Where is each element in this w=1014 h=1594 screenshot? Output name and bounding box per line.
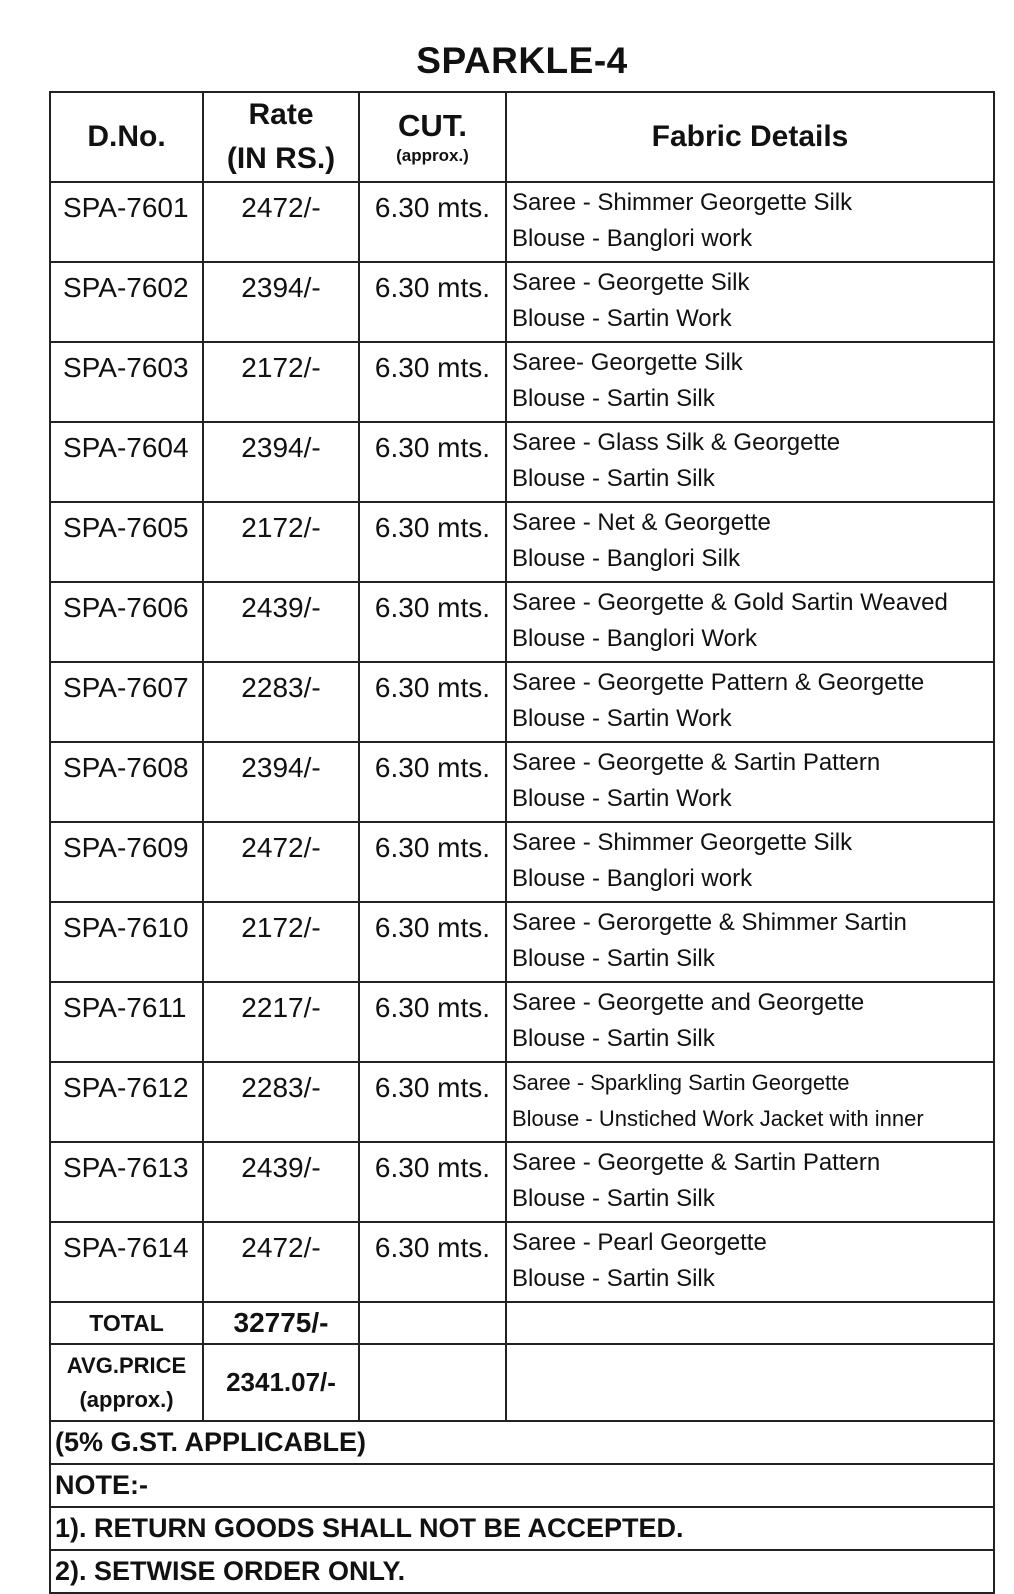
saree-detail: Saree - Pearl Georgette [512, 1229, 767, 1256]
design-number: SPA-7601 [50, 182, 203, 262]
fabric-details [506, 902, 994, 982]
rate-value: 2394/- [203, 742, 359, 822]
table-row [50, 1142, 994, 1222]
rate-value: 2283/- [203, 1062, 359, 1142]
rate-value: 2172/- [203, 502, 359, 582]
cut-length: 6.30 mts. [359, 1062, 506, 1142]
cut-length: 6.30 mts. [359, 982, 506, 1062]
header-cut [359, 92, 506, 182]
blouse-detail: Blouse - Sartin Silk [512, 1185, 715, 1212]
cut-length: 6.30 mts. [359, 902, 506, 982]
design-number: SPA-7602 [50, 262, 203, 342]
blouse-detail: Blouse - Sartin Work [512, 785, 732, 812]
saree-detail: Saree - Sparkling Sartin Georgette [512, 1070, 850, 1095]
avg-empty-cut [359, 1344, 506, 1421]
total-empty-cut [359, 1302, 506, 1344]
table-row [50, 822, 994, 902]
avg-price-label-line2: (approx.) [79, 1386, 174, 1412]
table-row [50, 582, 994, 662]
design-number: SPA-7603 [50, 342, 203, 422]
cut-length: 6.30 mts. [359, 342, 506, 422]
cut-length: 6.30 mts. [359, 662, 506, 742]
table-row [50, 1062, 994, 1142]
table-row [50, 502, 994, 582]
blouse-detail: Blouse - Banglori work [512, 865, 753, 892]
header-row [50, 92, 994, 182]
design-number: SPA-7606 [50, 582, 203, 662]
cut-length: 6.30 mts. [359, 1142, 506, 1222]
total-value: 32775/- [203, 1302, 359, 1344]
total-label: TOTAL [50, 1302, 203, 1344]
saree-detail: Saree - Georgette Silk [512, 269, 750, 296]
rate-value: 2217/- [203, 982, 359, 1062]
avg-price-row [50, 1344, 994, 1421]
note-row [50, 1421, 994, 1464]
fabric-details [506, 662, 994, 742]
note-row [50, 1550, 994, 1593]
fabric-details [506, 502, 994, 582]
header-cut-line2: (approx.) [396, 146, 469, 165]
blouse-detail: Blouse - Sartin Silk [512, 1265, 715, 1292]
fabric-details [506, 342, 994, 422]
blouse-detail: Blouse - Sartin Silk [512, 385, 715, 412]
saree-detail: Saree - Georgette & Sartin Pattern [512, 1149, 881, 1176]
fabric-details [506, 982, 994, 1062]
fabric-details [506, 582, 994, 662]
cut-length: 6.30 mts. [359, 502, 506, 582]
rate-value: 2439/- [203, 1142, 359, 1222]
note-return-policy: 1). RETURN GOODS SHALL NOT BE ACCEPTED. [50, 1507, 994, 1550]
table-row [50, 662, 994, 742]
saree-detail: Saree - Georgette and Georgette [512, 989, 865, 1016]
rate-value: 2394/- [203, 262, 359, 342]
fabric-details [506, 422, 994, 502]
header-rate [203, 92, 359, 182]
saree-detail: Saree - Georgette & Gold Sartin Weaved [512, 589, 948, 616]
design-number: SPA-7605 [50, 502, 203, 582]
rate-value: 2172/- [203, 342, 359, 422]
total-empty-fabric [506, 1302, 994, 1344]
page-title: SPARKLE-4 [416, 40, 628, 81]
rate-value: 2472/- [203, 1222, 359, 1302]
design-number: SPA-7607 [50, 662, 203, 742]
rate-value: 2283/- [203, 662, 359, 742]
cut-length: 6.30 mts. [359, 1222, 506, 1302]
saree-detail: Saree - Gerorgette & Shimmer Sartin [512, 909, 907, 936]
cut-length: 6.30 mts. [359, 262, 506, 342]
saree-detail: Saree - Shimmer Georgette Silk [512, 189, 853, 216]
fabric-details [506, 1062, 994, 1142]
gst-note: (5% G.ST. APPLICABLE) [50, 1421, 994, 1464]
blouse-detail: Blouse - Banglori work [512, 225, 753, 252]
blouse-detail: Blouse - Banglori Silk [512, 545, 741, 572]
blouse-detail: Blouse - Sartin Silk [512, 1025, 715, 1052]
note-row [50, 1464, 994, 1507]
fabric-details [506, 262, 994, 342]
fabric-details [506, 182, 994, 262]
design-number: SPA-7610 [50, 902, 203, 982]
table-row [50, 262, 994, 342]
saree-detail: Saree - Net & Georgette [512, 509, 771, 536]
avg-empty-fabric [506, 1344, 994, 1421]
design-number: SPA-7609 [50, 822, 203, 902]
total-row [50, 1302, 994, 1344]
blouse-detail: Blouse - Sartin Work [512, 705, 732, 732]
design-number: SPA-7613 [50, 1142, 203, 1222]
avg-price-value: 2341.07/- [203, 1344, 359, 1421]
rate-value: 2472/- [203, 822, 359, 902]
avg-price-label-line1: AVG.PRICE [66, 1352, 187, 1378]
cut-length: 6.30 mts. [359, 182, 506, 262]
design-number: SPA-7608 [50, 742, 203, 822]
header-dno: D.No. [50, 92, 203, 182]
rate-value: 2439/- [203, 582, 359, 662]
fabric-details [506, 1222, 994, 1302]
cut-length: 6.30 mts. [359, 422, 506, 502]
saree-detail: Saree - Georgette Pattern & Georgette [512, 669, 925, 696]
table-row [50, 742, 994, 822]
design-number: SPA-7604 [50, 422, 203, 502]
fabric-details [506, 742, 994, 822]
avg-price-label [50, 1344, 203, 1421]
saree-detail: Saree - Georgette & Sartin Pattern [512, 749, 881, 776]
rate-value: 2172/- [203, 902, 359, 982]
header-rate-line2: (IN RS.) [226, 142, 336, 175]
header-cut-line1: CUT. [398, 108, 467, 143]
design-number: SPA-7611 [50, 982, 203, 1062]
fabric-details [506, 1142, 994, 1222]
note-setwise-order: 2). SETWISE ORDER ONLY. [50, 1550, 994, 1593]
fabric-details [506, 822, 994, 902]
rate-value: 2472/- [203, 182, 359, 262]
table-row [50, 182, 994, 262]
cut-length: 6.30 mts. [359, 742, 506, 822]
table-row [50, 982, 994, 1062]
table-row [50, 342, 994, 422]
saree-detail: Saree - Shimmer Georgette Silk [512, 829, 853, 856]
header-rate-line1: Rate [248, 98, 314, 131]
note-heading: NOTE:- [50, 1464, 994, 1507]
cut-length: 6.30 mts. [359, 822, 506, 902]
table-row [50, 422, 994, 502]
blouse-detail: Blouse - Unstiched Work Jacket with inner [512, 1106, 924, 1131]
blouse-detail: Blouse - Sartin Silk [512, 465, 715, 492]
design-number: SPA-7612 [50, 1062, 203, 1142]
design-number: SPA-7614 [50, 1222, 203, 1302]
design-rows [50, 182, 994, 1593]
blouse-detail: Blouse - Sartin Silk [512, 945, 715, 972]
blouse-detail: Blouse - Banglori Work [512, 625, 757, 652]
header-fabric: Fabric Details [506, 92, 994, 182]
blouse-detail: Blouse - Sartin Work [512, 305, 732, 332]
saree-detail: Saree- Georgette Silk [512, 349, 743, 376]
table-row [50, 1222, 994, 1302]
price-list-table [49, 91, 995, 1594]
table-row [50, 902, 994, 982]
saree-detail: Saree - Glass Silk & Georgette [512, 429, 841, 456]
rate-value: 2394/- [203, 422, 359, 502]
cut-length: 6.30 mts. [359, 582, 506, 662]
note-row [50, 1507, 994, 1550]
